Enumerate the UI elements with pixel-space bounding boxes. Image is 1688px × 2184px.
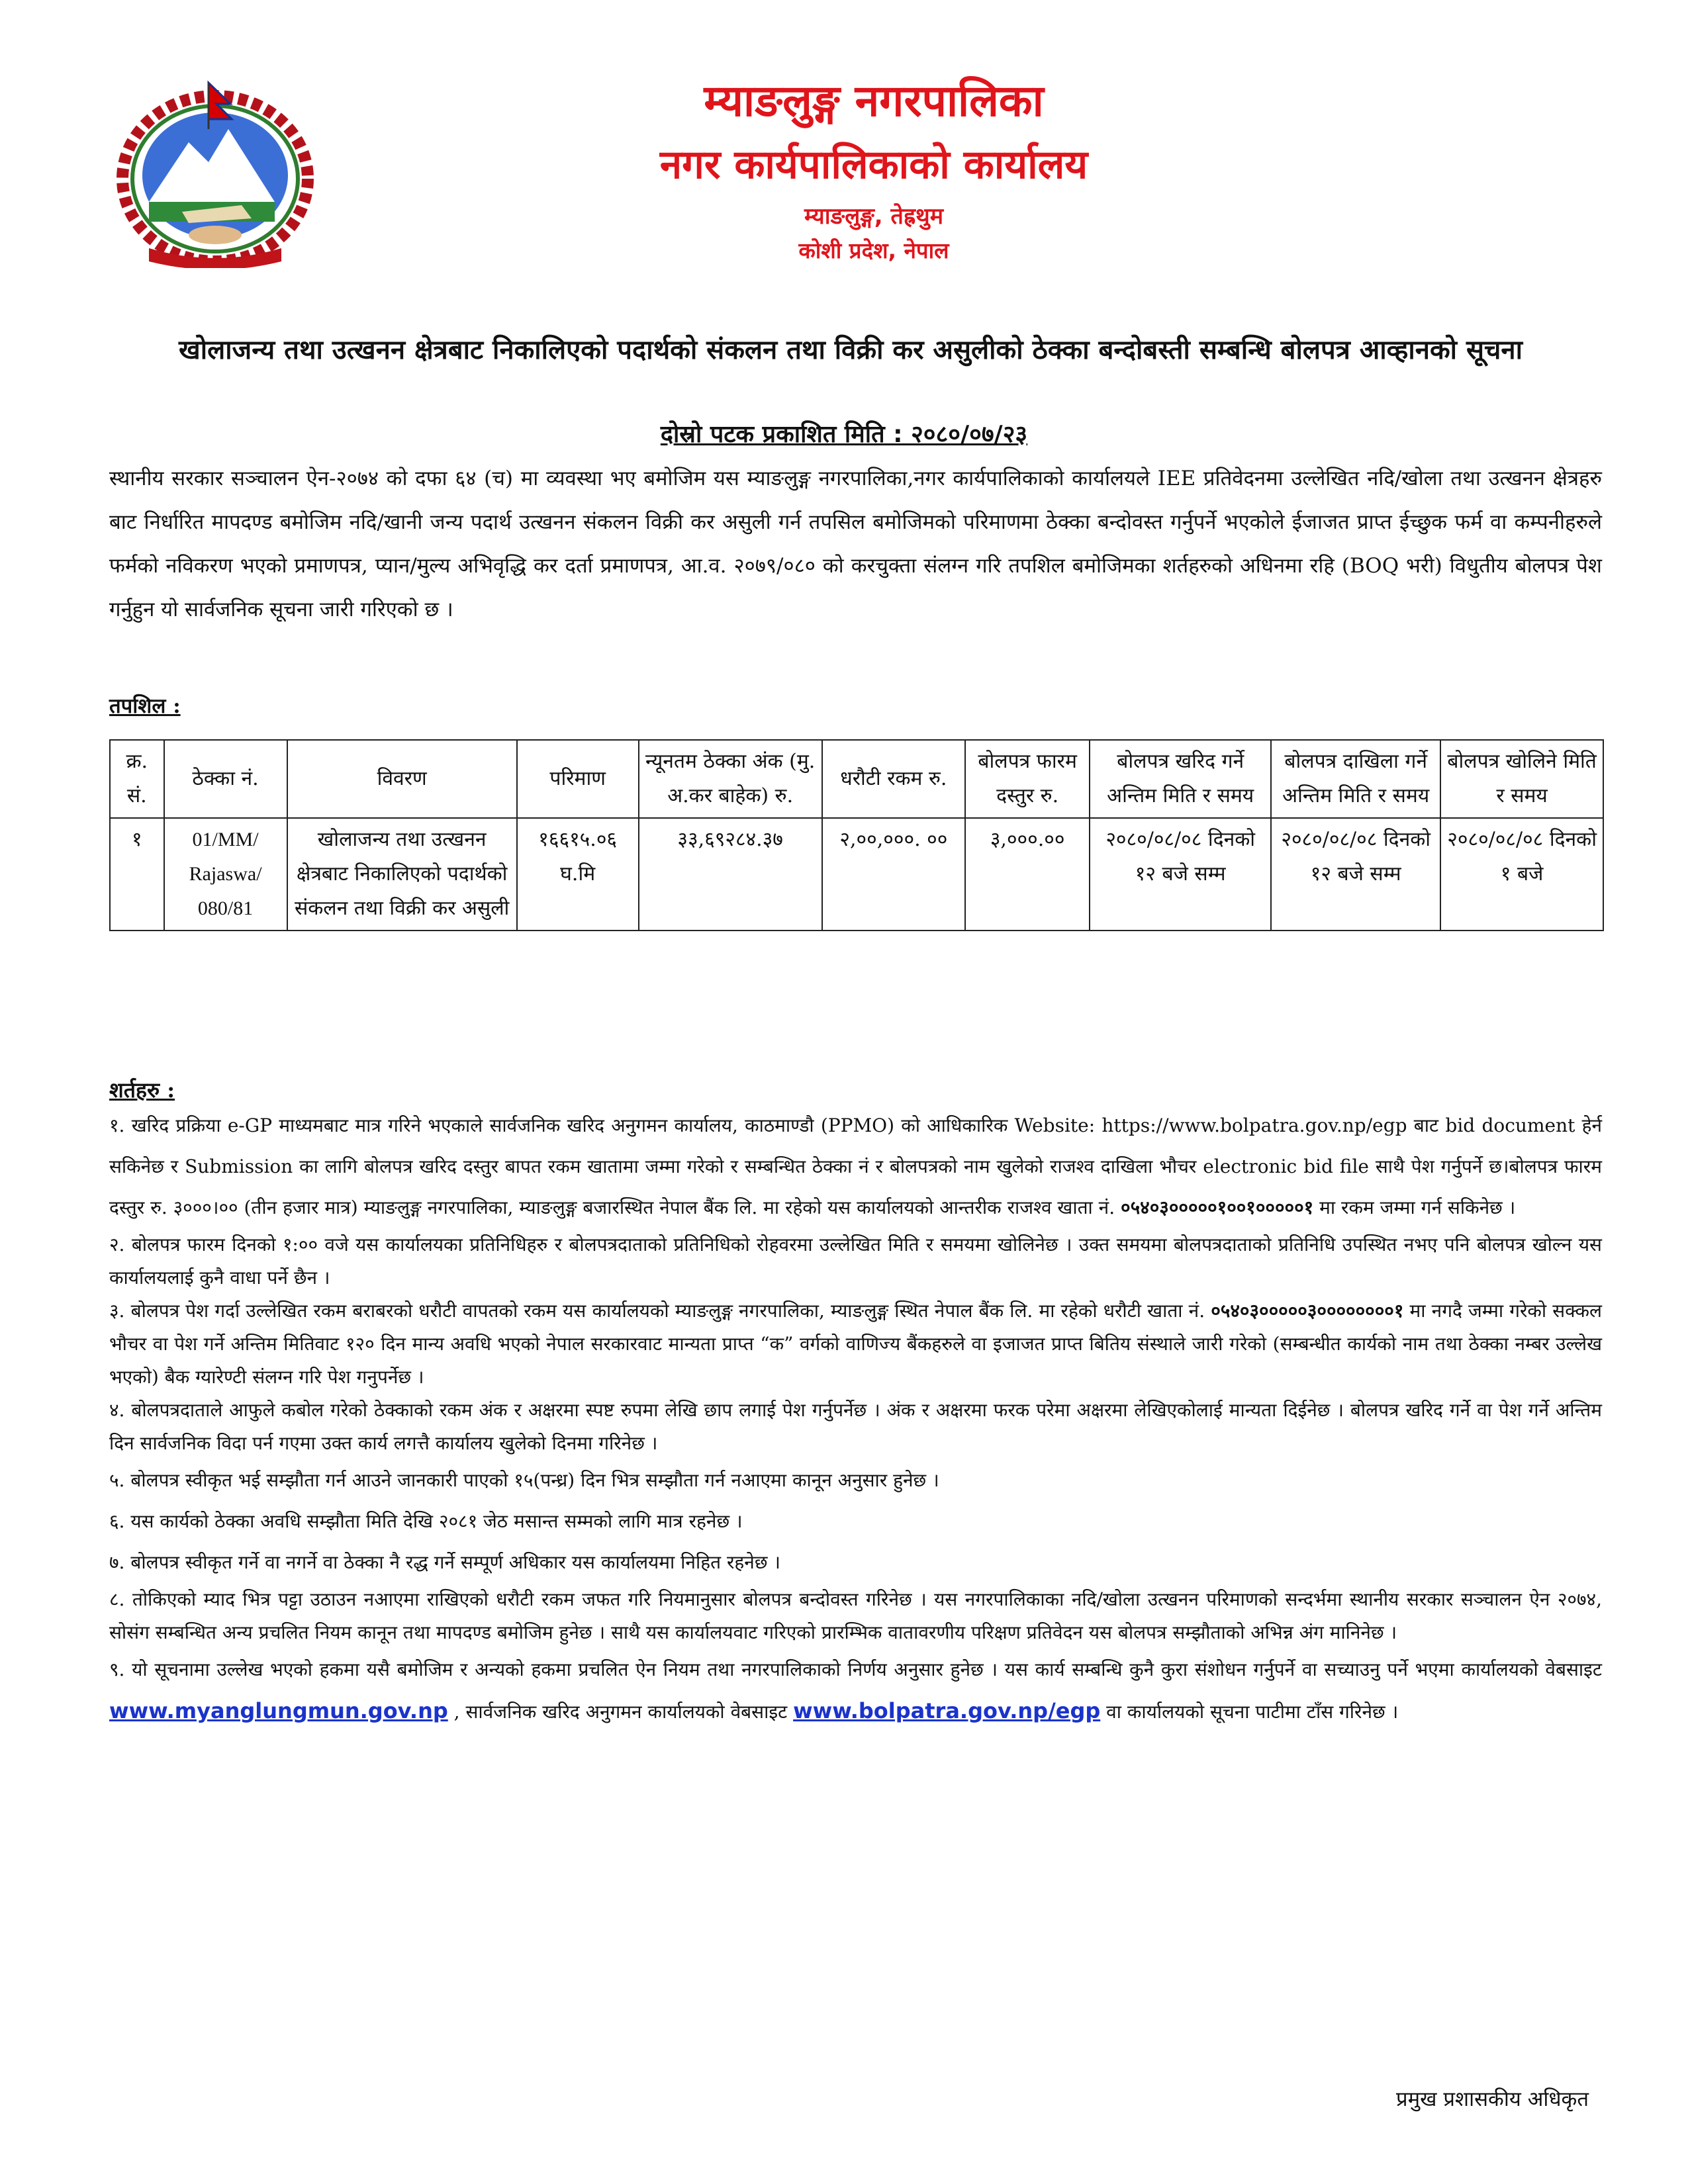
table-cell: २०८०/०८/०८ दिनको १२ बजे सम्म: [1090, 818, 1271, 931]
table-cell: १: [110, 818, 164, 931]
table-cell: १६६१५.०६ घ.मि: [517, 818, 639, 931]
header-cell: ठेक्का नं.: [164, 740, 287, 818]
condition-text: वा कार्यालयको सूचना पाटीमा टाँस गरिनेछ ।: [1106, 1701, 1399, 1723]
condition-text: मा नगदै जम्मा गरेको सक्कल भौचर वा पेश गर्ने अन्तिम मितिवाट १२० दिन मान्य अवधि भएको नेपाल सरकारवाट मान्यता प्राप्त “क” वर्गको वाणिज्य बैंकहरुले वा इजाजत प्राप्त बितिय संस्थाले जारी गरेको (सम्बन्धीत कार्यको नाम तथा ठेक्का नम्बर उल्लेख भएको) बैक ग्यारेण्टी संलग्न गरि पेश गनुपर्नेछ ।: [109, 1300, 1602, 1388]
notice-title: खोलाजन्य तथा उत्खनन क्षेत्रबाट निकालिएको पदार्थको संकलन तथा विक्री कर असुलीको ठेक्का बन्दोबस्ती सम्बन्धि बोलपत्र आव्हानको सूचना: [179, 335, 1523, 365]
condition-6: ६. यस कार्यको ठेक्का अवधि सम्झौता मिति देखि २०८१ जेठ मसान्त सम्मको लागि मात्र रहनेछ ।: [109, 1510, 743, 1532]
municipality-website-link[interactable]: www.myanglungmun.gov.np: [109, 1698, 448, 1723]
table-cell: 01/MM/ Rajaswa/ 080/81: [164, 818, 287, 931]
conditions-label: शर्तहरु :: [109, 1077, 175, 1103]
condition-3: [109, 1295, 1602, 1394]
table-cell: ३,०००.००: [965, 818, 1090, 931]
condition-7: ७. बोलपत्र स्वीकृत गर्ने वा नगर्ने वा ठेक्का नै रद्ध गर्ने सम्पूर्ण अधिकार यस कार्यालयमा निहित रहनेछ ।: [109, 1551, 780, 1573]
condition-8: ८. तोकिएको म्याद भित्र पट्टा उठाउन नआएमा राखिएको धरौटी रकम जफत गरि नियमानुसार बोलपत्र बन्दोवस्त गरिनेछ । यस नगरपालिकाका नदि/खोला उत्खनन परिमाणको सन्दर्भमा स्थानीय सरकार सञ्चालन ऐन २०७४, सोसंग सम्बन्धित अन्य प्रचलित नियम कानून तथा मापदण्ड बमोजिम हुनेछ । साथै यस कार्यालयवाट गरिएको प्रारम्भिक वातावरणीय परिक्षण प्रतिवेदन यस बोलपत्र सम्झौताको अभिन्न अंग मानिनेछ ।: [109, 1588, 1602, 1643]
condition-text: ३. बोलपत्र पेश गर्दा उल्लेखित रकम बराबरको धरौटी वापतको रकम यस कार्यालयको म्याङलुङ्ग नगरपालिका, म्याङलुङ्ग स्थित नेपाल बैंक लि. मा रहेको धरौटी खाता नं.: [109, 1300, 1205, 1322]
condition-text: , सार्वजनिक खरिद अनुगमन कार्यालयको वेबसाइट: [453, 1701, 788, 1723]
table-cell: २,००,०००. ००: [822, 818, 965, 931]
tender-table: [109, 739, 1604, 931]
office-name: नगर कार्यपालिकाको कार्यालय: [659, 142, 1088, 188]
condition-1: [109, 1105, 1602, 1228]
header-cell: धरौटी रकम रु.: [822, 740, 965, 818]
condition-text: मा रकम जम्मा गर्न सकिनेछ ।: [1319, 1197, 1516, 1218]
revenue-account-number: ०५४०३०००००१००१०००००१: [1121, 1197, 1314, 1218]
condition-5: ५. बोलपत्र स्वीकृत भई सम्झौता गर्न आउने जानकारी पाएको १५(पन्ध्र) दिन भित्र सम्झौता गर्न नआएमा कानून अनुसार हुनेछ ।: [109, 1469, 939, 1491]
office-location: म्याङलुङ्ग, तेह्रथुम: [804, 203, 944, 230]
signatory-title: प्रमुख प्रशासकीय अधिकृत: [1395, 2087, 1589, 2111]
condition-2: २. बोलपत्र फारम दिनको १:०० वजे यस कार्यालयका प्रतिनिधिहरु र बोलपत्रदाताको प्रतिनिधिको रोहवरमा उल्लेखित मिति र समयमा खोलिनेछ । उक्त समयमा बोलपत्रदाताको प्रतिनिधि उपस्थित नभए पनि बोलपत्र खोल्न यस कार्यालयलाई कुनै वाधा पर्ने छैन ।: [109, 1234, 1602, 1289]
header-cell: बोलपत्र फारम दस्तुर रु.: [965, 740, 1090, 818]
header-cell: बोलपत्र खरिद गर्ने अन्तिम मिति र समय: [1090, 740, 1271, 818]
conditions-list: [109, 1105, 1602, 1733]
office-province: कोशी प्रदेश, नेपाल: [798, 238, 949, 263]
condition-text: १. खरिद प्रक्रिया e-GP माध्यमबाट मात्र गरिने भएकाले सार्वजनिक खरिद अनुगमन कार्यालय, काठमाण्डौ (PPMO) को आधिकारिक Website: https://www.bolpatra.gov.np/egp बाट bid document हेर्न सकिनेछ र Submission का लागि बोलपत्र खरिद दस्तुर बापत रकम खातामा जम्मा गरेको र सम्बन्धित ठेक्का नं र बोलपत्रको नाम खुलेको राजश्व दाखिला भौचर electronic bid file साथै पेश गर्नुपर्ने छ।बोलपत्र फारम दस्तुर रु. ३०००।०० (तीन हजार मात्र) म्याङलुङ्ग नगरपालिका, म्याङलुङ्ग बजारस्थित नेपाल बैंक लि. मा रहेको यस कार्यालयको आन्तरीक राजश्व खाता नं.: [109, 1115, 1602, 1218]
deposit-account-number: ०५४०३०००००३००००००००१: [1211, 1300, 1404, 1322]
table-cell: ३३,६९२८४.३७: [639, 818, 822, 931]
publication-date: दोस्रो पटक प्रकाशित मिति : २०८०/०७/२३: [660, 421, 1028, 448]
header-cell: बोलपत्र खोलिने मिति र समय: [1440, 740, 1603, 818]
intro-paragraph: स्थानीय सरकार सञ्चालन ऐन-२०७४ को दफा ६४ (च) मा व्यवस्था भए बमोजिम यस म्याङलुङ्ग नगरपालिका,नगर कार्यपालिकाको कार्यालयले IEE प्रतिवेदनमा उल्लेखित नदि/खोला तथा उत्खनन क्षेत्रहरु बाट निर्धारित मापदण्ड बमोजिम नदि/खानी जन्य पदार्थ उत्खनन संकलन विक्री कर असुली गर्न तपसिल बमोजिमको परिमाणमा ठेक्का बन्दोवस्त गर्नुपर्ने भएकोले ईजाजत प्राप्त ईच्छुक फर्म वा कम्पनीहरुले फर्मको नविकरण भएको प्रमाणपत्र, प्यान/मुल्य अभिवृद्धि कर दर्ता प्रमाणपत्र, आ.व. २०७९/०८० को करचुक्ता संलग्न गरि तपशिल बमोजिमका शर्तहरुको अधिनमा रहि (BOQ भरी) विधुतीय बोलपत्र पेश गर्नुहुन यो सार्वजनिक सूचना जारी गरिएको छ ।: [109, 467, 1602, 621]
municipality-name: म्याङलुङ्ग नगरपालिका: [704, 75, 1044, 126]
bolpatra-website-link[interactable]: www.bolpatra.gov.np/egp: [793, 1698, 1101, 1723]
condition-9: [109, 1649, 1602, 1733]
schedule-label: तपशिल :: [109, 694, 181, 718]
condition-4: ४. बोलपत्रदाताले आफुले कबोल गरेको ठेक्काको रकम अंक र अक्षरमा स्पष्ट रुपमा लेखि छाप लगाई पेश गर्नुपर्नेछ । अंक र अक्षरमा फरक परेमा अक्षरमा लेखिएकोलाई मान्यता दिईनेछ । बोलपत्र खरिद गर्ने वा पेश गर्ने अन्तिम दिन सार्वजनिक विदा पर्न गएमा उक्त कार्य लगत्तै कार्यालय खुलेको दिनमा गरिनेछ ।: [109, 1399, 1602, 1454]
table-header-row: [110, 740, 1603, 818]
header-cell: विवरण: [287, 740, 517, 818]
header-cell: परिमाण: [517, 740, 639, 818]
condition-text: ९. यो सूचनामा उल्लेख भएको हकमा यसै बमोजिम र अन्यको हकमा प्रचलित ऐन नियम तथा नगरपालिकाको निर्णय अनुसार हुनेछ । यस कार्य सम्बन्धि कुनै कुरा संशोधन गर्नुपर्ने वा सच्याउनु पर्ने भएमा कार्यालयको वेबसाइट: [109, 1659, 1602, 1680]
header-cell: बोलपत्र दाखिला गर्ने अन्तिम मिति र समय: [1271, 740, 1440, 818]
header-cell: क्र. सं.: [110, 740, 164, 818]
header-cell: न्यूनतम ठेक्का अंक (मु. अ.कर बाहेक) रु.: [639, 740, 822, 818]
table-cell: खोलाजन्य तथा उत्खनन क्षेत्रबाट निकालिएको पदार्थको संकलन तथा विक्री कर असुली: [287, 818, 517, 931]
table-cell: २०८०/०८/०८ दिनको १ बजे: [1440, 818, 1603, 931]
table-cell: २०८०/०८/०८ दिनको १२ बजे सम्म: [1271, 818, 1440, 931]
table-row: [110, 818, 1603, 931]
